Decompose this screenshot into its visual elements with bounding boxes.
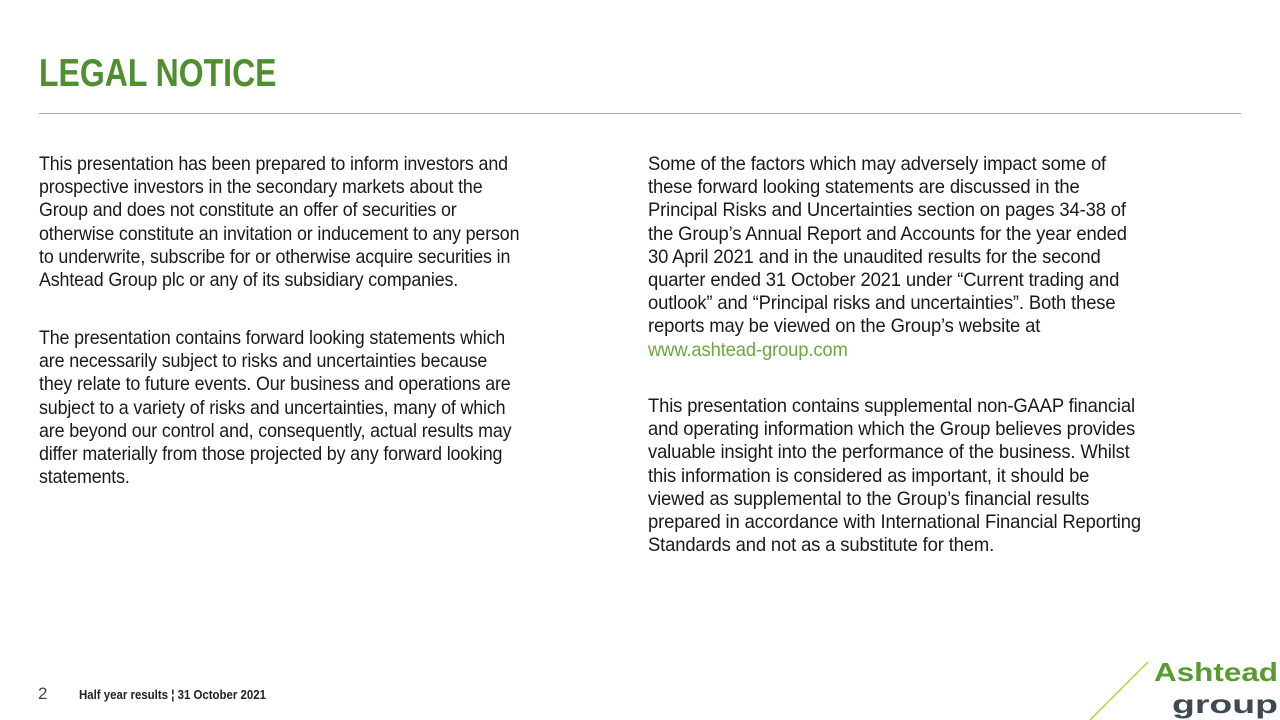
- text-line: outlook” and “Principal risks and uncertainties”. Both these: [648, 293, 1116, 315]
- text-line: differ materially from those projected by any forward looking: [39, 443, 503, 465]
- right-paragraph-1: [648, 153, 1127, 362]
- logo-slash: [1090, 662, 1148, 720]
- text-line: they relate to future events. Our business and operations are: [39, 374, 511, 396]
- logo-line1: Ashtead: [1154, 657, 1278, 687]
- text-line: quarter ended 31 October 2021 under “Current trading and: [648, 269, 1120, 291]
- logo-line2: group: [1172, 689, 1278, 719]
- page-title: LEGAL NOTICE: [39, 52, 277, 95]
- footer-text: Half year results ¦ 31 October 2021: [79, 687, 266, 702]
- text-line: subject to a variety of risks and uncertainties, many of which: [39, 397, 506, 419]
- ashtead-logo: [1090, 650, 1280, 720]
- text-line: 30 April 2021 and in the unaudited results for the second: [648, 246, 1101, 268]
- text-line: This presentation contains supplemental non-GAAP financial: [648, 396, 1135, 417]
- left-paragraph-1: [39, 153, 519, 292]
- right-paragraph-2: [648, 395, 1141, 557]
- text-line: Principal Risks and Uncertainties section on pages 34-38 of: [648, 200, 1126, 222]
- text-line: statements.: [39, 467, 130, 489]
- text-line: this information is considered as important, it should be: [648, 465, 1090, 487]
- text-line: otherwise constitute an invitation or inducement to any person: [39, 223, 520, 245]
- text-line: to underwrite, subscribe for or otherwise acquire securities in: [39, 246, 511, 268]
- text-line: reports may be viewed on the Group’s website at: [648, 316, 1041, 338]
- page-number: 2: [38, 684, 48, 703]
- text-line: these forward looking statements are discussed in the: [648, 177, 1080, 199]
- text-line: valuable insight into the performance of the business. Whilst: [648, 442, 1130, 464]
- text-line: Some of the factors which may adversely impact some of: [648, 154, 1107, 175]
- text-line: This presentation has been prepared to inform investors and: [39, 154, 508, 175]
- text-line: are necessarily subject to risks and uncertainties because: [39, 351, 488, 373]
- text-line: The presentation contains forward looking statements which: [39, 328, 506, 349]
- text-line: prospective investors in the secondary markets about the: [39, 177, 483, 199]
- website-link[interactable]: www.ashtead-group.com: [648, 339, 848, 361]
- text-line: the Group’s Annual Report and Accounts for the year ended: [648, 223, 1127, 245]
- title-divider: [39, 113, 1241, 114]
- text-line: Ashtead Group plc or any of its subsidiary companies.: [39, 269, 459, 291]
- text-line: Standards and not as a substitute for them.: [648, 535, 995, 557]
- text-line: viewed as supplemental to the Group’s financial results: [648, 488, 1090, 510]
- text-line: Group and does not constitute an offer of securities or: [39, 200, 457, 222]
- text-line: and operating information which the Group believes provides: [648, 419, 1136, 441]
- left-paragraph-2: [39, 327, 511, 489]
- text-line: prepared in accordance with International Financial Reporting: [648, 511, 1141, 533]
- text-line: are beyond our control and, consequently, actual results may: [39, 420, 512, 442]
